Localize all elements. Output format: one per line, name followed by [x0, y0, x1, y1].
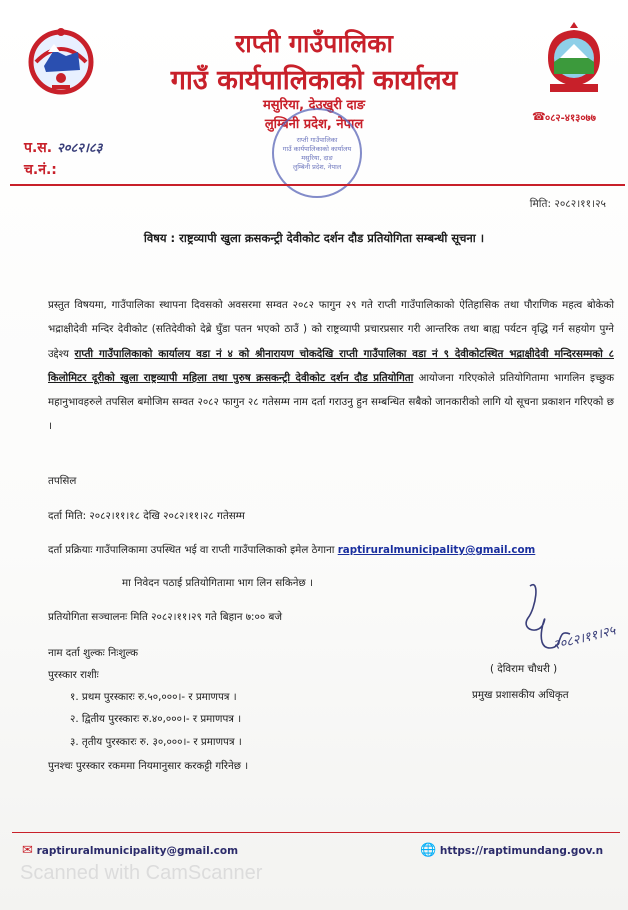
body-highlight: राप्ती गाउँपालिकाको कार्यालय वडा नं ४ को श्रीनारायण चोकदेखि राप्ती गाउँपालिका वडा नं ९ देवीकोटस्थित भद्राक्षीदेवी मन्दिरसम्मको ८ किलोमिटर दूरीको खुला राष्ट्रव्यापी महिला तथा पुरुष क्रसकन्ट्री देवीकोट दर्शन दौड प्रतियोगिता	[48, 347, 614, 384]
footer-website[interactable]	[420, 843, 603, 858]
ps-value: २०८२।८३	[56, 141, 103, 156]
body-intro: प्रस्तुत विषयमा, गाउँपालिका स्थापना दिवसको अवसरमा सम्वत २०८२ फागुन २९ गते राप्ती गाउँपालिकाको ऐतिहासिक तथा पौराणिक महत्व बोकेको भद्राक्षीदेवी मन्दिर देवीकोट (सतिदेवीको देब्रे घुँडा पतन भएको ठाउँ ) को राष्ट्रव्यापी प्रचारप्रसार गरी आन्तरिक तथा बाह्य पर्यटन वृद्धि गर्न सहयोग पुग्ने उद्देश्य	[48, 299, 614, 360]
seal-text-4: लुम्बिनी प्रदेश, नेपाल	[292, 163, 342, 171]
body-paragraph	[48, 293, 614, 439]
reference-ps	[24, 138, 102, 157]
letter-date: मिति: २०८२।११।२५	[529, 198, 606, 210]
body-closing: आयोजना गरिएकोले प्रतियोगितामा भागलिन इच्छुक महानुभावहरुले तपसिल बमोजिम सम्वत २०८२ फागुन २८ गतेसम्म नाम दर्ता गराउनु हुन सम्बन्धित सबैको जानकारीको लागि यो सूचना प्रकाशन गरिएको छ ।	[48, 371, 614, 433]
municipality-name: राप्ती गाउँपालिका	[235, 29, 393, 58]
competition-start: प्रतियोगिता सञ्चालनः मिति २०८२।११।२९ गते बिहान ७:०० बजे	[48, 611, 283, 623]
scanner-watermark: Scanned with CamScanner	[20, 862, 263, 884]
address-line-1: मसुरिया, देउखुरी दाङ	[262, 98, 366, 113]
address-line-2: लुम्बिनी प्रदेश, नेपाल	[264, 117, 364, 132]
tapasil-heading: तपसिल	[48, 475, 77, 487]
seal-text-2: गाउँ कार्यपालिकाको कार्यालय	[282, 145, 352, 153]
ps-label: प.स.	[24, 140, 53, 156]
seal-text-3: मसुरिया, दाङ	[301, 154, 333, 162]
phone-number: ०८२-४१३०७७	[545, 113, 596, 124]
seal-text-1: राप्ती गाउँपालिका	[296, 136, 338, 144]
footer-website-text: https://raptimundang.gov.n	[439, 845, 604, 857]
signatory-name: ( देविराम चौधरी )	[490, 663, 558, 675]
registration-fee: नाम दर्ता शुल्कः निःशुल्क	[48, 647, 139, 659]
prize-third: ३. तृतीय पुरस्कारः रु. ३०,०००।- र प्रमाणपत्र ।	[70, 736, 242, 748]
footer-email[interactable]	[22, 843, 238, 858]
tax-note: पुनश्चः पुरस्कार रकममा नियमानुसार करकट्टी गरिनेछ ।	[48, 760, 249, 772]
signature-date: २०८२।११।२५	[551, 623, 618, 654]
prize-heading: पुरस्कार राशीः	[48, 669, 99, 681]
footer-email-text: raptiruralmunicipality@gmail.com	[36, 845, 239, 857]
footer-divider	[12, 832, 620, 833]
mail-icon: ✉	[22, 843, 33, 858]
registration-date: दर्ता मिति: २०८२।११।१८ देखि २०८२।११।२८ गतेसम्म	[48, 510, 245, 522]
registration-process-cont: मा निवेदन पठाई प्रतियोगितामा भाग लिन सकिनेछ ।	[122, 577, 313, 589]
registration-process	[48, 543, 535, 557]
phone-icon: ☎	[532, 110, 546, 123]
prize-second: २. द्वितीय पुरस्कारः रु.४०,०००।- र प्रमाणपत्र ।	[70, 713, 242, 725]
prize-first: १. प्रथम पुरस्कारः रु.५०,०००।- र प्रमाणपत्र ।	[70, 691, 237, 703]
registration-process-text: दर्ता प्रक्रियाः गाउँपालिकामा उपस्थित भई वा राप्ती गाउँपालिकाको इमेल ठेगाना	[48, 544, 338, 556]
office-title: गाउँ कार्यपालिकाको कार्यालय	[170, 65, 458, 96]
globe-icon: 🌐	[420, 843, 437, 858]
header-divider	[10, 184, 625, 186]
letter-subject: विषय : राष्ट्रव्यापी खुला क्रसकन्ट्री देवीकोट दर्शन दौड प्रतियोगिता सम्बन्धी सूचना ।	[143, 231, 485, 245]
reference-cn: च.नं.:	[24, 162, 57, 178]
registration-email-link[interactable]: raptiruralmunicipality@gmail.com	[337, 544, 536, 556]
signatory-title: प्रमुख प्रशासकीय अधिकृत	[472, 689, 569, 701]
